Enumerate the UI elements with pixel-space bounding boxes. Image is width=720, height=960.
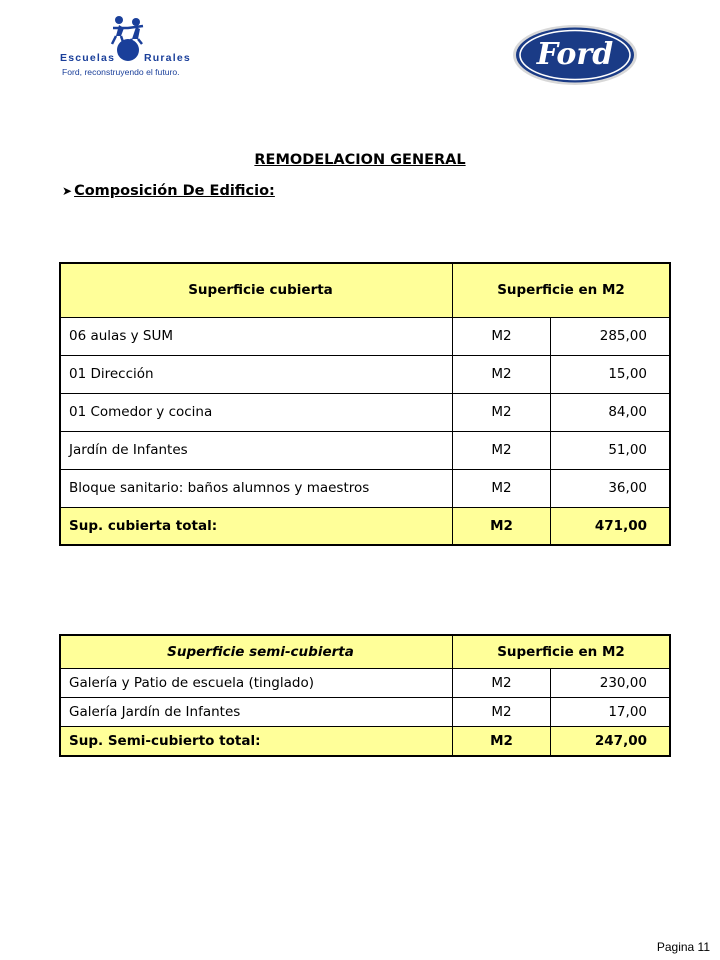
total-unit: M2 [453, 507, 551, 545]
semi-covered-surface-table [59, 634, 671, 757]
row-unit: M2 [453, 317, 551, 355]
header-cell-description: Superficie semi-cubierta [60, 635, 453, 668]
total-value: 471,00 [551, 507, 671, 545]
table-total-row [60, 726, 670, 756]
header-cell-surface: Superficie en M2 [453, 635, 671, 668]
row-description: Galería Jardín de Infantes [60, 697, 453, 726]
table-row [60, 317, 670, 355]
page-title: REMODELACION GENERAL [254, 152, 466, 168]
total-description: Sup. cubierta total: [60, 507, 453, 545]
total-unit: M2 [453, 726, 551, 756]
table-row [60, 697, 670, 726]
row-value: 230,00 [551, 668, 671, 697]
row-unit: M2 [453, 393, 551, 431]
logo-slogan: Ford, reconstruyendo el futuro. [62, 67, 180, 77]
header-cell-surface: Superficie en M2 [453, 263, 671, 317]
arrow-bullet-icon: ➤ [62, 184, 73, 198]
logo-word-escuelas: Escuelas [60, 52, 116, 64]
row-unit: M2 [453, 355, 551, 393]
row-value: 51,00 [551, 431, 671, 469]
ford-logo-text: Ford [536, 37, 614, 72]
row-description: 01 Dirección [60, 355, 453, 393]
row-value: 17,00 [551, 697, 671, 726]
ford-logo [512, 24, 638, 86]
header-cell-description: Superficie cubierta [60, 263, 453, 317]
row-unit: M2 [453, 469, 551, 507]
escuelas-rurales-logo [58, 14, 218, 80]
table-row [60, 668, 670, 697]
section-subtitle [62, 183, 275, 199]
row-unit: M2 [453, 697, 551, 726]
page-number: Pagina 11 [656, 940, 710, 954]
subtitle-text: Composición De Edificio: [74, 183, 275, 199]
row-value: 36,00 [551, 469, 671, 507]
table-header-row [60, 635, 670, 668]
row-value: 84,00 [551, 393, 671, 431]
row-value: 15,00 [551, 355, 671, 393]
row-description: Jardín de Infantes [60, 431, 453, 469]
table-total-row [60, 507, 670, 545]
row-description: 01 Comedor y cocina [60, 393, 453, 431]
row-description: Galería y Patio de escuela (tinglado) [60, 668, 453, 697]
table-header-row [60, 263, 670, 317]
table-row [60, 393, 670, 431]
table-row [60, 355, 670, 393]
row-unit: M2 [453, 668, 551, 697]
table-row [60, 469, 670, 507]
total-value: 247,00 [551, 726, 671, 756]
row-value: 285,00 [551, 317, 671, 355]
row-description: Bloque sanitario: baños alumnos y maestros [60, 469, 453, 507]
logo-word-rurales: Rurales [144, 52, 191, 64]
row-description: 06 aulas y SUM [60, 317, 453, 355]
table-row [60, 431, 670, 469]
total-description: Sup. Semi-cubierto total: [60, 726, 453, 756]
row-unit: M2 [453, 431, 551, 469]
covered-surface-table [59, 262, 671, 546]
